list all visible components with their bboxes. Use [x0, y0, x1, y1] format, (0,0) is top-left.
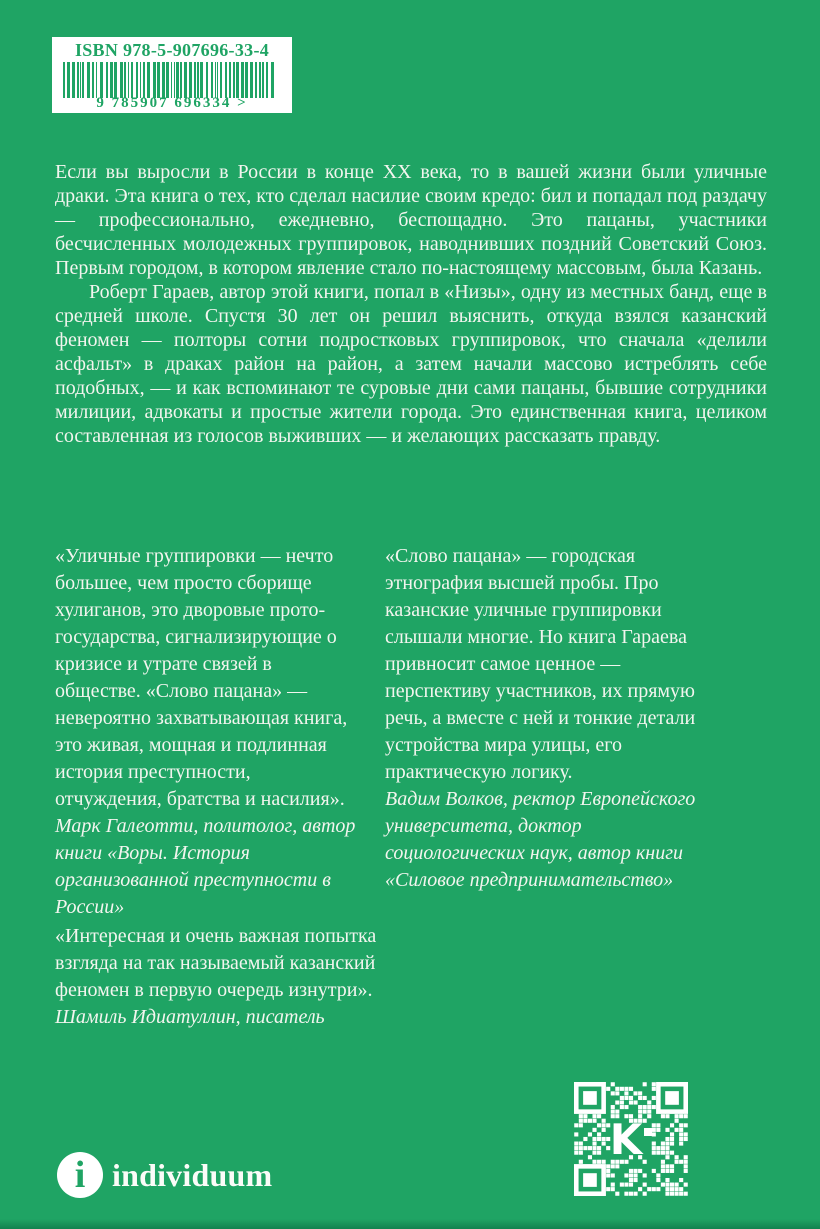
barcode — [52, 37, 292, 113]
quote-text: «Уличные группировки — нечто большее, чем просто сборище хулиганов, это дворовые прото-государства, сигнализирующие о кризисе и утрате связей в обществе. «Слово пацана» — невероятно захватывающая книга, это живая, мощная и подлинная история преступности, отчуждения, братства и насилия». — [55, 545, 348, 810]
qr-center-logo — [574, 1082, 688, 1196]
publisher-i-icon: i — [57, 1152, 103, 1198]
publisher-logo — [57, 1150, 272, 1200]
synopsis-paragraph-1: Если вы выросли в России в конце XX века, то в вашей жизни были уличные драки. Эта книга о тех, кто сделал насилие своим кредо: бил и попадал под раздачу — профессионально, ежедневно, беспощадно. Это пацаны, участники бесчисленных молодежных группировок, наводнивших поздний Советский Союз. Первым городом, в котором явление стало по-настоящему массовым, была Казань. — [55, 161, 767, 279]
quote-text: «Интересная и очень важная попытка взгляда на так называемый казанский феномен в первую очередь изнутри». — [55, 925, 377, 1001]
synopsis — [55, 160, 767, 448]
quote-text: «Слово пацана» — городская этнография высшей пробы. Про казанские уличные группировки слышали многие. Но книга Гараева привносит самое ценное — перспективу участников, их прямую речь, а вместе с ней и тонкие детали устройства мира улицы, его практическую логику. — [385, 545, 696, 783]
quote-volkov — [385, 543, 715, 894]
qr-code — [574, 1082, 688, 1196]
quote-galeotti — [55, 543, 362, 921]
publisher-wordmark: individuum — [112, 1156, 273, 1193]
barcode-bars-image — [61, 62, 283, 98]
isbn-label: ISBN 978-5-907696-33-4 — [74, 40, 270, 60]
qr-center-letter: K — [609, 1114, 641, 1164]
bottom-edge-shade — [0, 1219, 820, 1229]
quote-idiatullin — [55, 923, 385, 1031]
quote-attribution: Шамиль Идиатуллин, писатель — [55, 1006, 325, 1028]
synopsis-paragraph-2: Роберт Гараев, автор этой книги, попал в «Низы», одну из местных банд, еще в средней школе. Спустя 30 лет он решил выяснить, откуда взялся казанский феномен — полторы сотни подростковых группировок, что сначала «делили асфальт» в драках район на район, а затем начали массово истреблять себе подобных, — и как вспоминают те суровые дни сами пацаны, бывшие сотрудники милиции, адвокаты и простые жители города. Это единственная книга, целиком составленная из голосов выживших — и желающих рассказать правду. — [55, 281, 767, 447]
quote-attribution: Вадим Волков, ректор Европейского университета, доктор социологических наук, автор книги «Силовое предпринимательство» — [385, 788, 696, 891]
barcode-digits: 9 785907 696334 > — [96, 95, 248, 111]
barcode-bars — [61, 62, 283, 98]
quote-attribution: Марк Галеотти, политолог, автор книги «Воры. История организованной преступности в России» — [55, 815, 356, 918]
qr-logo-dot-icon — [644, 1128, 652, 1136]
